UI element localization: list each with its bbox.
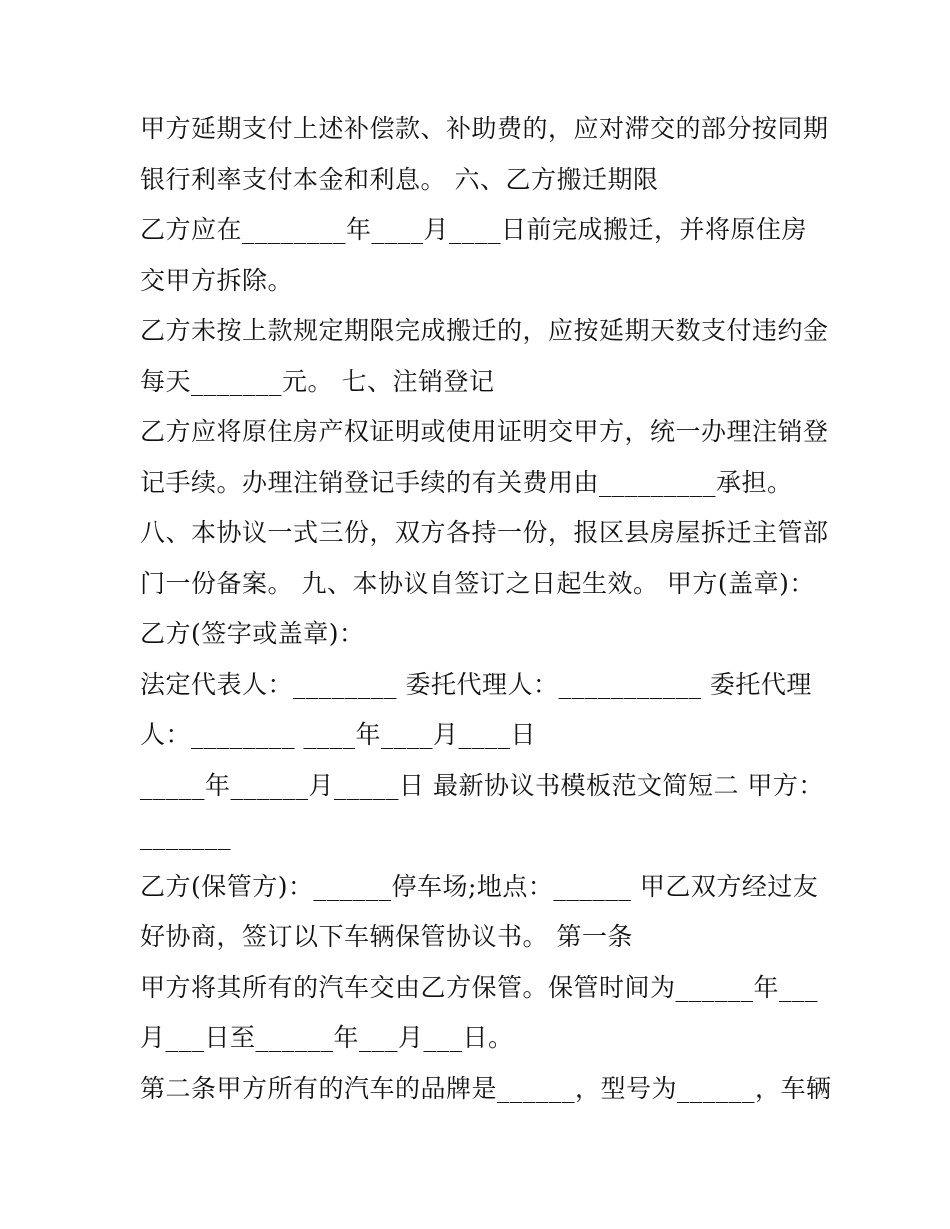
text-line: 门一份备案。 九、本协议自签订之日起生效。 甲方(盖章)：: [140, 568, 815, 598]
text-line: 法定代表人：________ 委托代理人：___________ 委托代理: [140, 669, 812, 699]
text-line: 月___日至______年___月___日。: [140, 1023, 514, 1052]
text-line: 每天_______元。 七、注销登记: [140, 366, 495, 396]
text-line: 交甲方拆除。: [140, 265, 294, 295]
text-line: 乙方应将原住房产权证明或使用证明交甲方，统一办理注销登: [140, 417, 829, 446]
text-line: 人：________ ____年____月____日: [140, 720, 536, 749]
text-line: _______: [140, 821, 231, 850]
text-line: 甲方延期支付上述补偿款、补助费的，应对滞交的部分按同期: [140, 114, 829, 143]
text-line: 甲方将其所有的汽车交由乙方保管。保管时间为______年___: [140, 972, 819, 1002]
text-line: 乙方(保管方)：______停车场;地点：______ 甲乙双方经过友: [140, 871, 819, 901]
text-line: 乙方未按上款规定期限完成搬迁的，应按延期天数支付违约金: [140, 316, 829, 345]
text-line: 乙方应在________年____月____日前完成搬迁，并将原住房: [140, 215, 808, 244]
text-line: 好协商，签订以下车辆保管协议书。 第一条: [140, 922, 633, 951]
text-line: 八、本协议一式三份，双方各持一份，报区县房屋拆迁主管部: [140, 518, 829, 547]
text-line: _____年______月_____日 最新协议书模板范文简短二 甲方：: [140, 770, 824, 800]
text-line: 第二条甲方所有的汽车的品牌是______，型号为______，车辆: [140, 1073, 832, 1103]
text-line: 乙方(签字或盖章)：: [140, 619, 365, 648]
text-line: 银行利率支付本金和利息。 六、乙方搬迁期限: [140, 164, 659, 194]
text-line: 记手续。办理注销登记手续的有关费用由_________承担。: [140, 467, 793, 497]
document-body: [140, 104, 830, 1114]
